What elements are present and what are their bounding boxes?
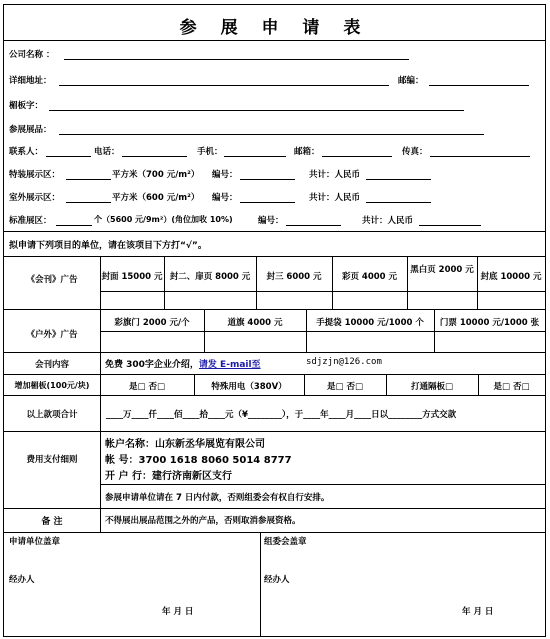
contact-label: 联系人： [9, 147, 44, 157]
standard-total-field[interactable] [419, 225, 481, 226]
account-number: 帐 号：3700 1618 8060 5014 8777 [105, 455, 292, 466]
divider [256, 256, 257, 309]
divider [4, 395, 545, 396]
committee-date: 年 月 日 [462, 607, 494, 617]
special-price: 平方米（700 元/m²） [112, 170, 200, 180]
postcode-field[interactable] [429, 85, 529, 86]
standard-number-label: 编号： [258, 216, 284, 226]
drill-partition-options[interactable]: 是□ 否□ [493, 382, 530, 392]
phone-label: 电话： [94, 147, 120, 157]
fax-field[interactable] [430, 156, 530, 157]
fascia-field[interactable] [49, 110, 464, 111]
divider [4, 352, 545, 353]
divider [100, 431, 101, 532]
special-number-label: 编号： [212, 170, 238, 180]
committee-seal-label: 组委会盖章 [264, 537, 307, 547]
mobile-field[interactable] [224, 156, 286, 157]
outdoor-ad-label: 《户外》广告 [26, 330, 78, 340]
divider [100, 256, 101, 309]
divider [4, 532, 545, 533]
outdoor-ad-flag-gate: 彩旗门 2000 元/个 [114, 318, 190, 328]
special-power-label: 特殊用电（380V） [211, 382, 287, 392]
journal-ad-bw-page: 黑白页 2000 元 [410, 265, 474, 275]
divider [4, 40, 545, 41]
outdoor-total-field[interactable] [366, 202, 431, 203]
special-power-options[interactable]: 是□ 否□ [326, 382, 364, 392]
divider [100, 331, 545, 332]
address-field[interactable] [59, 85, 389, 86]
divider [100, 352, 101, 374]
special-booth-label: 特装展示区： [9, 170, 61, 180]
outdoor-ad-ticket: 门票 10000 元/1000 张 [439, 318, 540, 328]
address-label: 详细地址： [9, 76, 52, 86]
journal-content-label: 会刊内容 [34, 360, 69, 370]
journal-ad-inside-cover: 封二、扉页 8000 元 [169, 272, 251, 282]
payment-note: 参展申请单位请在 7 日内付款，否则组委会有权自行安排。 [105, 493, 330, 503]
journal-ad-label: 《会刊》广告 [26, 275, 78, 285]
remarks-text: 不得展出展品范围之外的产品，否则取消参展资格。 [105, 516, 301, 526]
fax-label: 传真： [402, 147, 428, 157]
outdoor-total-label: 共计：人民币 [309, 193, 361, 203]
special-number-field[interactable] [240, 179, 295, 180]
journal-ad-color-page: 彩页 4000 元 [341, 272, 398, 282]
company-label: 公司名称 ： [9, 50, 55, 60]
journal-ad-third-cover: 封三 6000 元 [266, 272, 322, 282]
outdoor-ad-road-flag: 道旗 4000 元 [227, 318, 283, 328]
journal-content-text: 免费 300字企业介绍， [105, 360, 199, 370]
standard-price: 个（5600 元/9m²）(角位加收 10%) [94, 215, 233, 224]
standard-number-field[interactable] [286, 225, 341, 226]
account-name: 帐户名称：山东新丞华展览有限公司 [105, 439, 265, 450]
phone-field[interactable] [122, 156, 187, 157]
email-link[interactable]: 请发 E-mail至 [198, 360, 261, 370]
divider [100, 291, 545, 292]
standard-total-label: 共计：人民币 [362, 216, 414, 226]
bank-name: 开 户 行：建行济南新区支行 [105, 471, 232, 482]
divider [4, 256, 545, 257]
instruction-text: 拟申请下列项目的单位，请在该项目下方打“√”。 [9, 241, 207, 251]
company-field[interactable] [64, 59, 409, 60]
special-area-field[interactable] [66, 179, 111, 180]
payment-label: 费用支付细则 [26, 455, 78, 465]
remarks-label: 备 注 [41, 517, 63, 527]
postcode-label: 邮编： [398, 76, 424, 86]
committee-handler-label: 经办人 [264, 575, 290, 585]
application-form [3, 4, 546, 637]
email-label: 邮箱： [294, 147, 320, 157]
special-total-label: 共计：人民币 [309, 170, 361, 180]
divider [332, 256, 333, 309]
total-amount-text[interactable]: ____万____仟____佰____拾____元（¥________），于____年____月____日以________方式交款 [106, 410, 457, 420]
outdoor-number-field[interactable] [240, 202, 295, 203]
divider [100, 484, 545, 485]
mobile-label: 手机： [197, 147, 223, 157]
form-title: 参 展 申 请 表 [179, 18, 370, 38]
outdoor-area-field[interactable] [66, 202, 111, 203]
extra-fascia-label: 增加楣板(100元/块) [14, 381, 90, 390]
divider [260, 532, 261, 637]
special-total-field[interactable] [366, 179, 431, 180]
divider [4, 231, 545, 232]
journal-ad-back-cover: 封底 10000 元 [480, 272, 542, 282]
contact-field[interactable] [46, 156, 91, 157]
email-field[interactable] [322, 156, 392, 157]
divider [477, 256, 478, 309]
divider [164, 256, 165, 309]
divider [4, 374, 545, 375]
applicant-date: 年 月 日 [162, 607, 194, 617]
exhibits-field[interactable] [59, 134, 484, 135]
extra-fascia-options[interactable]: 是□ 否□ [128, 382, 166, 392]
total-label: 以上款项合计 [26, 410, 78, 420]
journal-content-row [105, 357, 261, 370]
outdoor-price: 平方米（600 元/m²） [112, 193, 200, 203]
applicant-seal-label: 申请单位盖章 [9, 537, 61, 547]
divider [4, 508, 545, 509]
divider [4, 431, 545, 432]
applicant-handler-label: 经办人 [9, 575, 35, 585]
journal-ad-cover: 封面 15000 元 [101, 272, 163, 282]
drill-partition-label[interactable]: 打通隔板□ [410, 382, 454, 392]
outdoor-ad-tote-bag: 手提袋 10000 元/1000 个 [316, 318, 424, 328]
outdoor-booth-label: 室外展示区： [9, 193, 61, 203]
divider [100, 395, 101, 431]
contact-email[interactable]: sdjzjn@126.com [306, 357, 382, 367]
exhibits-label: 参展展品： [9, 125, 52, 135]
outdoor-number-label: 编号： [212, 193, 238, 203]
divider [4, 309, 545, 310]
standard-booth-label: 标准展区： [9, 216, 52, 226]
fascia-label: 楣板字： [9, 101, 44, 111]
standard-count-field[interactable] [56, 225, 92, 226]
